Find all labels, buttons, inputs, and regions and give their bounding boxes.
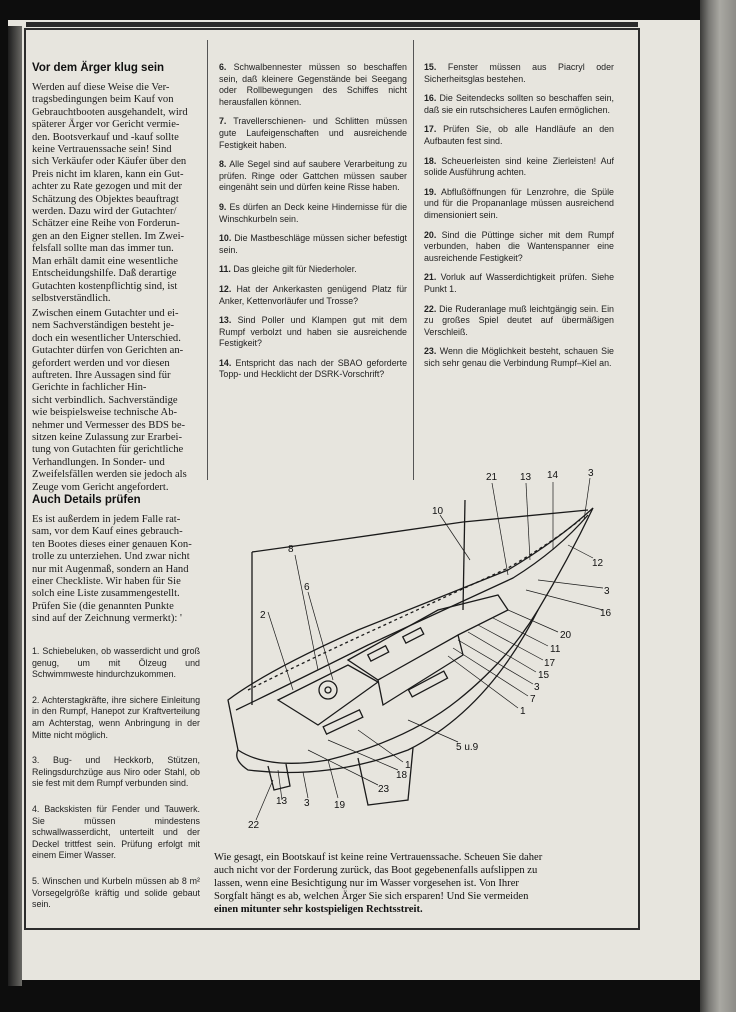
checklist-item-6: 6. Schwalbennester müssen so beschaffen sein, daß kleinere Gegenstände bei Seegang oder Rollbewegungen des Schiffes nicht herausfallen können. <box>219 62 407 107</box>
checklist-column-3 <box>424 62 614 377</box>
checklist-item-4: 4. Backskisten für Fender und Tauwerk. Sie müssen mindestens schwallwasserdicht, unterteilt und der Deckel trittfest sein. Prüfung erfolgt mit einem Eimer Wasser. <box>32 803 200 861</box>
checklist-item-14: 14. Entspricht das nach der SBAO geforderte Topp- und Hecklicht der DSRK-Vorschrift? <box>219 357 408 380</box>
label-16: 16 <box>600 608 612 619</box>
checklist-item-10: 10. Die Mastbeschläge müssen sicher befestigt sein. <box>219 233 407 255</box>
checklist-item-12: 12. Hat der Ankerkasten genügend Platz für Anker, Kettenvorläufer und Trosse? <box>219 283 408 306</box>
section-title-1: Vor dem Ärger klug sein <box>32 62 165 74</box>
section1-paragraph-1: Werden auf diese Weise die Ver- tragsbedingungen beim Kauf von Gebrauchtbooten ausgehandelt, wird späterer Ärger vor Gericht vermie- den. Bootsverkauf und -kauf sollte keine Vertrauenssache sein! Sind sich Verkäufer oder Käufer über den Preis nicht im klaren, kann ein Gut- achter zu Rate gezogen und mit der Schätzung des Objektes beauftragt werden. Dazu wird der Gutachter/ Schätzer eine Reihe von Forderun- gen an den Eigner stellen. Im Zwei- felsfall sollte man das immer tun. Man erhält damit eine wesentliche Entscheidungshilfe. Daß derartige Gutachten kostenpflichtig sind, ist selbstverständlich. <box>32 82 188 304</box>
checklist-item-20: 20. Sind die Püttinge sicher mit dem Rumpf verbunden, haben die Wantenspanner eine ausreichende Festigkeit? <box>424 229 614 263</box>
cabin <box>348 595 508 680</box>
checklist-item-11: 11. Das gleiche gilt für Niederholer. <box>219 264 357 275</box>
sailboat-diagram <box>208 460 628 840</box>
label-14: 14 <box>547 470 559 481</box>
label-22: 22 <box>248 820 260 831</box>
checklist-item-1: 1. Schiebeluken, ob wasserdicht und groß genug, um mit Ölzeug und Schwimmweste hindurchzukommen. <box>32 646 200 680</box>
label-23: 23 <box>378 784 390 795</box>
label-13a: 13 <box>520 472 532 483</box>
checklist-item-16: 16. Die Seitendecks sollten so beschaffen sein, daß sie ein rutschsicheres Laufen ermöglichen. <box>424 93 615 115</box>
top-rule <box>26 22 638 27</box>
label-12: 12 <box>592 558 604 569</box>
page-edge <box>700 0 736 1012</box>
column-rule-1 <box>207 40 208 480</box>
label-15: 15 <box>538 670 550 681</box>
checklist-item-21: 21. Vorluk auf Wasserdichtigkeit prüfen. Siehe Punkt 1. <box>424 272 614 294</box>
label-18: 18 <box>396 770 408 781</box>
steering-wheel <box>319 681 337 699</box>
checklist-item-8: 8. Alle Segel sind auf saubere Verarbeitung zu prüfen. Ringe oder Gattchen müssen sauber eingenäht sein und dürfen keine Risse haben. <box>219 159 407 193</box>
checklist-item-22: 22. Die Ruderanlage muß leichtgängig sein. Ein zu großes Spiel deutet auf übermäßigen Verschleiß. <box>424 303 614 337</box>
closing-paragraph: Wie gesagt, ein Bootskauf ist keine reine Vertrauenssache. Scheuen Sie daher auch nicht vor der Forderung zurück, das Boot gegebenenfalls aufslippen zu lassen, wenn eine Besichtigung nur im Wasser vorgesehen ist. Von Ihrer Sorgfalt hängt es ab, welchen Ärger Sie sich ersparen! Und Sie vermeiden einen mitunter sehr kostspieligen Rechtsstreit. <box>214 852 543 915</box>
checklist-item-7: 7. Travellerschienen- und Schlitten müssen gute Laufeigenschaften und ausreichende Festigkeit haben. <box>219 116 407 150</box>
checklist-item-15: 15. Fenster müssen aus Piacryl oder Sicherheitsglas bestehen. <box>424 62 614 84</box>
checklist-item-18: 18. Scheuerleisten sind keine Zierleisten! Auf solide Ausführung achten. <box>424 155 614 178</box>
checklist-item-23: 23. Wenn die Möglichkeit besteht, schauen Sie sich sehr genau die Verbindung Rumpf–Kiel an. <box>424 346 614 368</box>
label-21: 21 <box>486 472 498 483</box>
label-7: 7 <box>530 694 536 705</box>
column-rule-2 <box>413 40 414 480</box>
checklist-item-9: 9. Es dürfen an Deck keine Hindernisse für die Winschkurbeln sein. <box>219 201 408 224</box>
label-20: 20 <box>560 630 572 641</box>
cockpit <box>278 665 378 725</box>
checklist-item-3: 3. Bug- und Heckkorb, Stützen, Relingsdurchzüge aus Niro oder Stahl, ob sie fest mit dem Rumpf verbunden sind. <box>32 755 200 789</box>
label-2: 2 <box>260 610 266 621</box>
label-10: 10 <box>432 506 444 517</box>
label-6: 6 <box>304 582 310 593</box>
checklist-column-1 <box>32 646 200 919</box>
checklist-item-5: 5. Winschen und Kurbeln müssen ab 8 m² Vorsegelgröße kräftig und solide gebaut sein. <box>32 875 200 910</box>
label-3c: 3 <box>534 682 540 693</box>
checklist-column-2 <box>219 62 407 389</box>
checklist-item-19: 19. Abflußöffnungen für Lenzrohre, die Spüle und für die Propananlage müssen ausreichend dimensioniert sein. <box>424 186 614 220</box>
label-11: 11 <box>550 644 561 655</box>
binding-shadow <box>8 26 22 986</box>
label-3a: 3 <box>588 468 594 479</box>
checklist-item-17: 17. Prüfen Sie, ob alle Handläufe an den Aufbauten fest sind. <box>424 124 614 146</box>
checklist-item-13: 13. Sind Poller und Klampen gut mit dem Rumpf verbolzt und haben sie ausreichende Festigkeit? <box>219 315 408 349</box>
section1-paragraph-2: Zwischen einem Gutachter und ei- nem Sachverständigen besteht je- doch ein wesentlicher Unterschied. Gutachter dürfen von Gerichten an- gefordert werden und vor diesen auftreten. Ihre Aussagen sind für Gerichte in fachlicher Hin- sicht verbindlich. Sachverständige wie beispielsweise technische Ab- nehmer und Vermesser des BDS be- sitzen keine Zulassung zur Erarbei- tung von Gutachten für gerichtliche Verhandlungen. In Sonder- und Zweifelsfällen werden sie jedoch als Zeuge vom Gericht angefordert. <box>32 308 187 493</box>
label-3d: 3 <box>304 798 310 809</box>
hull-side <box>237 610 538 773</box>
label-5u9: 5 u.9 <box>456 742 479 753</box>
label-19: 19 <box>334 800 346 811</box>
label-3b: 3 <box>604 586 610 597</box>
section2-paragraph: Es ist außerdem in jedem Falle rat- sam, vor dem Kauf eines gebrauch- ten Bootes dieses einer genauen Kon- trolle zu unterziehen. Und zwar nicht nur mit Augenmaß, sondern an Hand einer Checkliste. Wir haben für Sie solch eine Liste zusammengestellt. Prüfen Sie (die genannten Punkte sind auf der Zeichnung vermerkt): ' <box>32 514 192 625</box>
label-8: 8 <box>288 544 294 555</box>
mast <box>463 500 465 610</box>
checklist-item-2: 2. Achterstagkräfte, ihre sichere Einleitung in den Rumpf, Hanepot zur Kraftverteilung am Achterstag, wenn Anbringung in der Mitte nicht möglich. <box>32 694 200 740</box>
label-1b: 1 <box>405 760 411 771</box>
label-1a: 1 <box>520 706 526 717</box>
label-17: 17 <box>544 658 556 669</box>
label-13b: 13 <box>276 796 288 807</box>
section-title-2: Auch Details prüfen <box>32 494 141 506</box>
hull-outline <box>228 508 593 763</box>
